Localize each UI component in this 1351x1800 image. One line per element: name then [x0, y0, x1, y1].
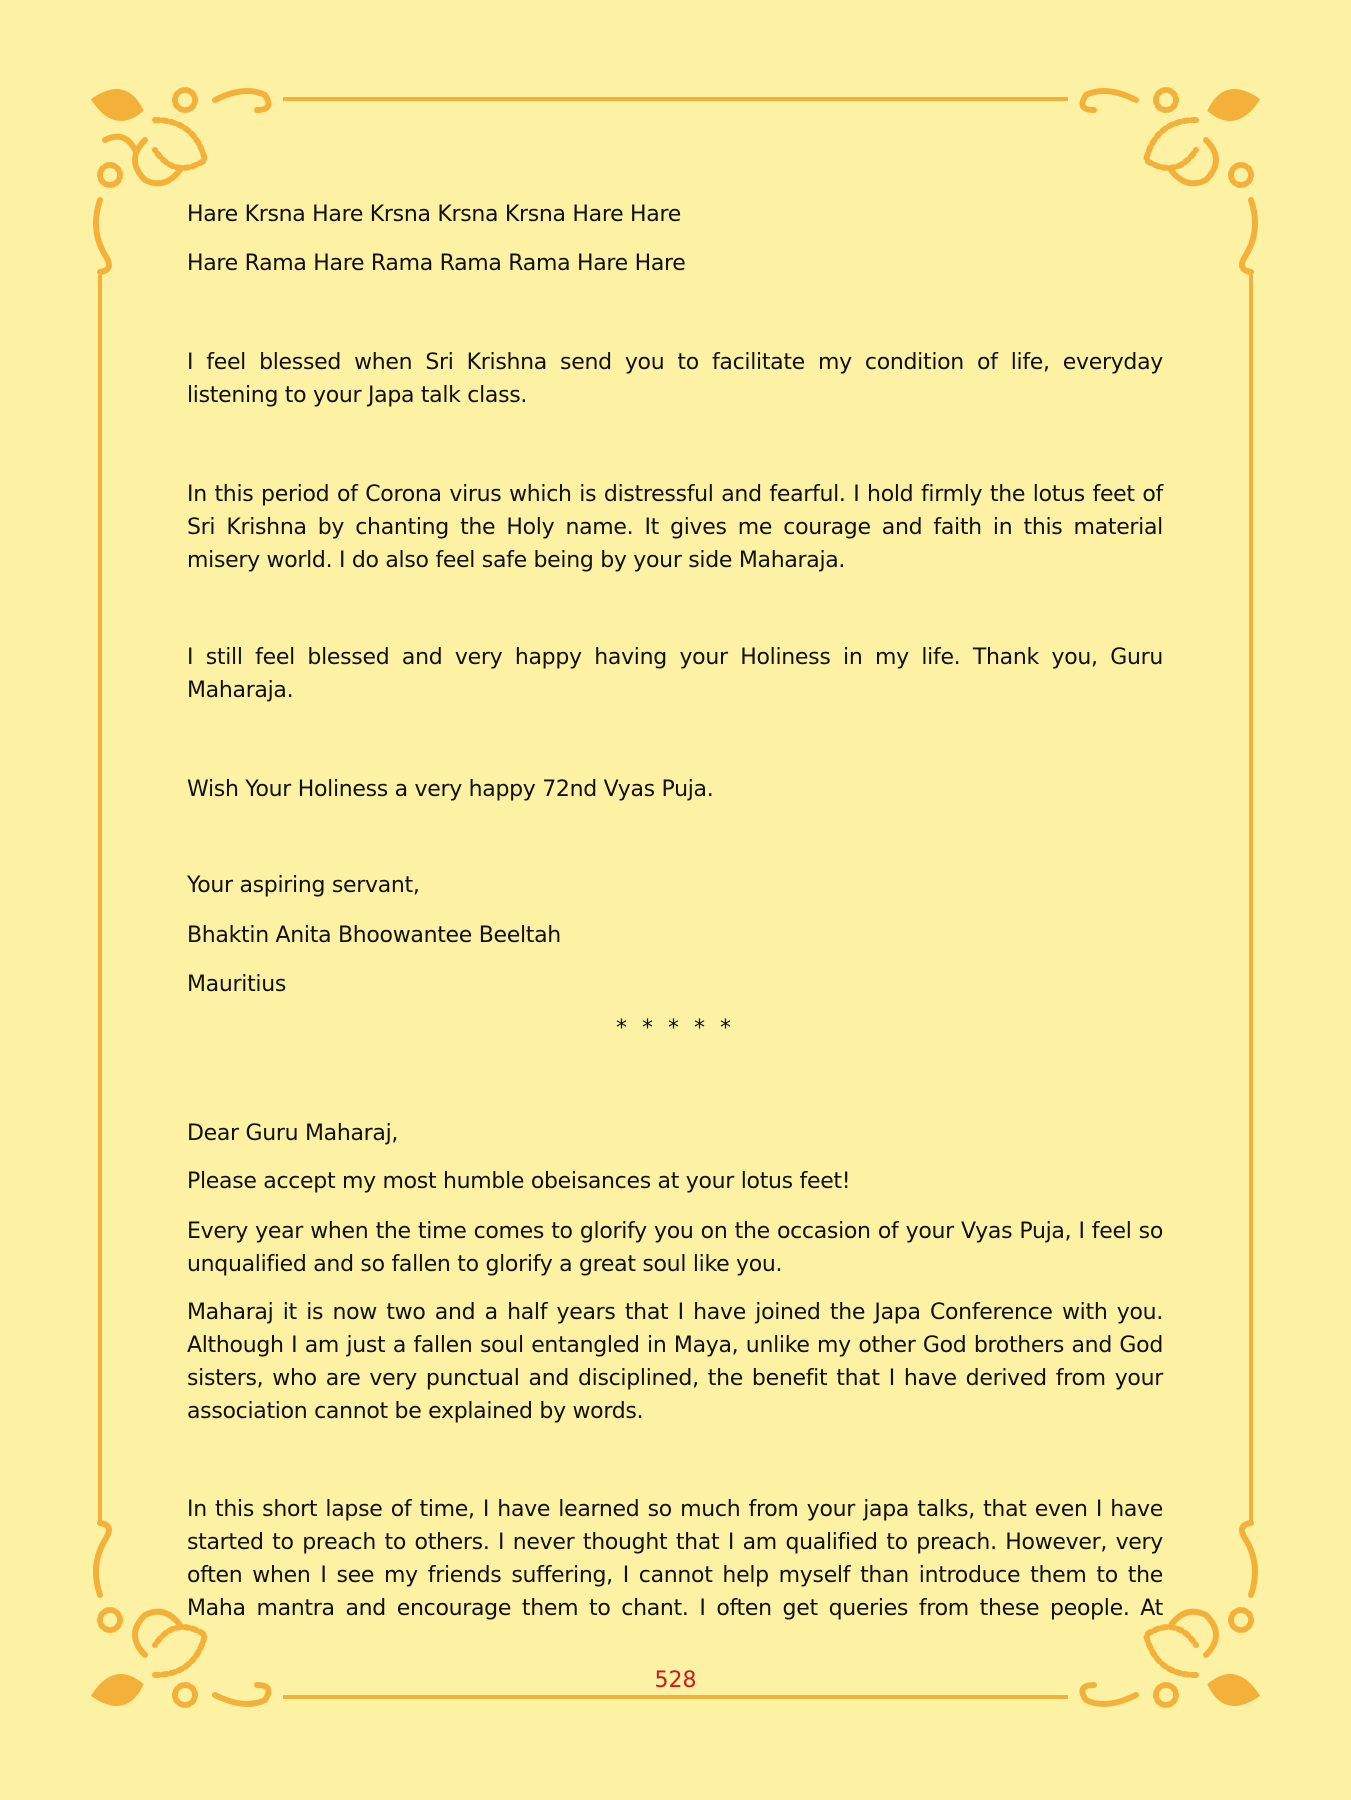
paragraph: In this period of Corona virus which is distressful and fearful. I hold firmly the lotus feet of Sri Krishna by chanting the Holy name. It gives me courage and faith in this material misery world. I do also feel safe being by your side Maharaja.	[187, 482, 1163, 573]
mantra-line-1: Hare Krsna Hare Krsna Krsna Krsna Hare Hare	[187, 202, 681, 227]
paragraph: Wish Your Holiness a very happy 72nd Vyas Puja.	[187, 777, 714, 802]
author-name: Bhaktin Anita Bhoowantee Beeltah	[187, 923, 561, 948]
paragraph: I feel blessed when Sri Krishna send you to facilitate my condition of life, everyday listening to your Japa talk class.	[187, 350, 1163, 408]
author-location: Mauritius	[187, 972, 287, 997]
border-top	[283, 97, 1068, 101]
paragraph: Maharaj it is now two and a half years that I have joined the Japa Conference with you. Although I am just a fallen soul entangled in Maya, unlike my other God brothers and God sisters, who are very punctual and disciplined, the benefit that I have derived from your association cannot be explained by words.	[187, 1300, 1163, 1424]
page-number: 528	[654, 1668, 697, 1693]
paragraph: Every year when the time comes to glorify you on the occasion of your Vyas Puja, I feel so unqualified and so fallen to glorify a great soul like you.	[187, 1219, 1163, 1277]
paragraph: I still feel blessed and very happy having your Holiness in my life. Thank you, Guru Maharaja.	[187, 645, 1163, 703]
paragraph: Please accept my most humble obeisances at your lotus feet!	[187, 1169, 851, 1194]
signoff: Your aspiring servant,	[187, 873, 420, 898]
border-right	[1249, 275, 1253, 1525]
paragraph: In this short lapse of time, I have learned so much from your japa talks, that even I have started to preach to others. I never thought that I am qualified to preach. However, very often when I see my friends suffering, I cannot help myself than introduce them to the Maha mantra and encourage them to chant. I often get queries from these people. At	[187, 1497, 1163, 1621]
salutation: Dear Guru Maharaj,	[187, 1121, 399, 1146]
border-left	[98, 275, 102, 1525]
border-bottom	[283, 1695, 1068, 1699]
mantra-line-2: Hare Rama Hare Rama Rama Rama Hare Hare	[187, 251, 686, 276]
section-separator: * * * * *	[616, 1016, 735, 1041]
